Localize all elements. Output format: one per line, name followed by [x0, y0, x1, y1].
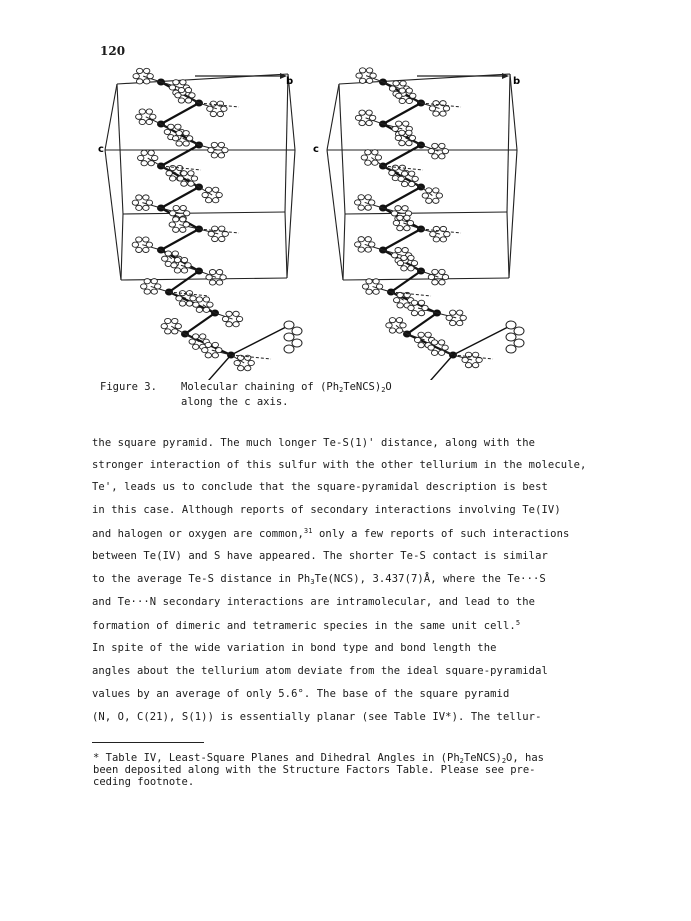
footnote-line: been deposited along with the Structure Factors Table. Please see pre- — [93, 764, 536, 776]
text-line: stronger interaction of this sulfur with the other tellurium in the molecule, — [92, 459, 587, 471]
figure-caption — [100, 381, 392, 417]
text-line: in this case. Although reports of secondary interactions involving Te(IV) — [92, 504, 561, 516]
caption-text: Molecular chaining of $(Ph_2TeNCS)_2O$ along the c axis. — [181, 381, 392, 408]
text-line: In spite of the wide variation in bond type and bond length the — [92, 642, 497, 654]
text-line: (N, O, C(21), S(1)) is essentially planar (see Table IV*). The tellur- — [92, 711, 542, 723]
footnote-line: ceding footnote. — [93, 776, 195, 788]
text-line: between Te(IV) and S have appeared. The shorter Te-S contact is similar — [92, 550, 548, 562]
caption-label: Figure 3. — [100, 381, 157, 393]
axis-label-b-left: b — [286, 76, 294, 87]
footnote-rule — [92, 742, 204, 743]
text-line: values by an average of only 5.6°. The base of the square pyramid — [92, 688, 510, 700]
text-line: Te', leads us to conclude that the square-pyramidal description is best — [92, 481, 548, 493]
text-line: to the average Te-S distance in $Ph_3Te(NCS)$, 3.437(7)Å, where the Te···S — [92, 573, 546, 586]
molecular-chain-stereo-view — [95, 62, 535, 380]
left-stereo-view — [105, 68, 302, 380]
stereo-figure — [95, 62, 535, 380]
text-line: formation of dimeric and tetrameric species in the same unit cell.$^5$ — [92, 619, 521, 632]
footnote-line: * Table IV, Least-Square Planes and Dihedral Angles in $(Ph_2TeNCS)_2O$, has — [93, 752, 544, 765]
page-number: 120 — [100, 44, 126, 58]
text-line: the square pyramid. The much longer Te-S(1)' distance, along with the — [92, 437, 536, 449]
axis-label-c-right: c — [313, 144, 319, 155]
text-line: angles about the tellurium atom deviate from the ideal square-pyramidal — [92, 665, 548, 677]
axis-label-b-right: b — [513, 76, 521, 87]
right-stereo-view — [327, 68, 524, 380]
text-line: and Te···N secondary interactions are intramolecular, and lead to the — [92, 596, 536, 608]
text-line: and halogen or oxygen are common,$^{31}$ only a few reports of such interactions — [92, 527, 570, 540]
axis-label-c-left: c — [98, 144, 104, 155]
